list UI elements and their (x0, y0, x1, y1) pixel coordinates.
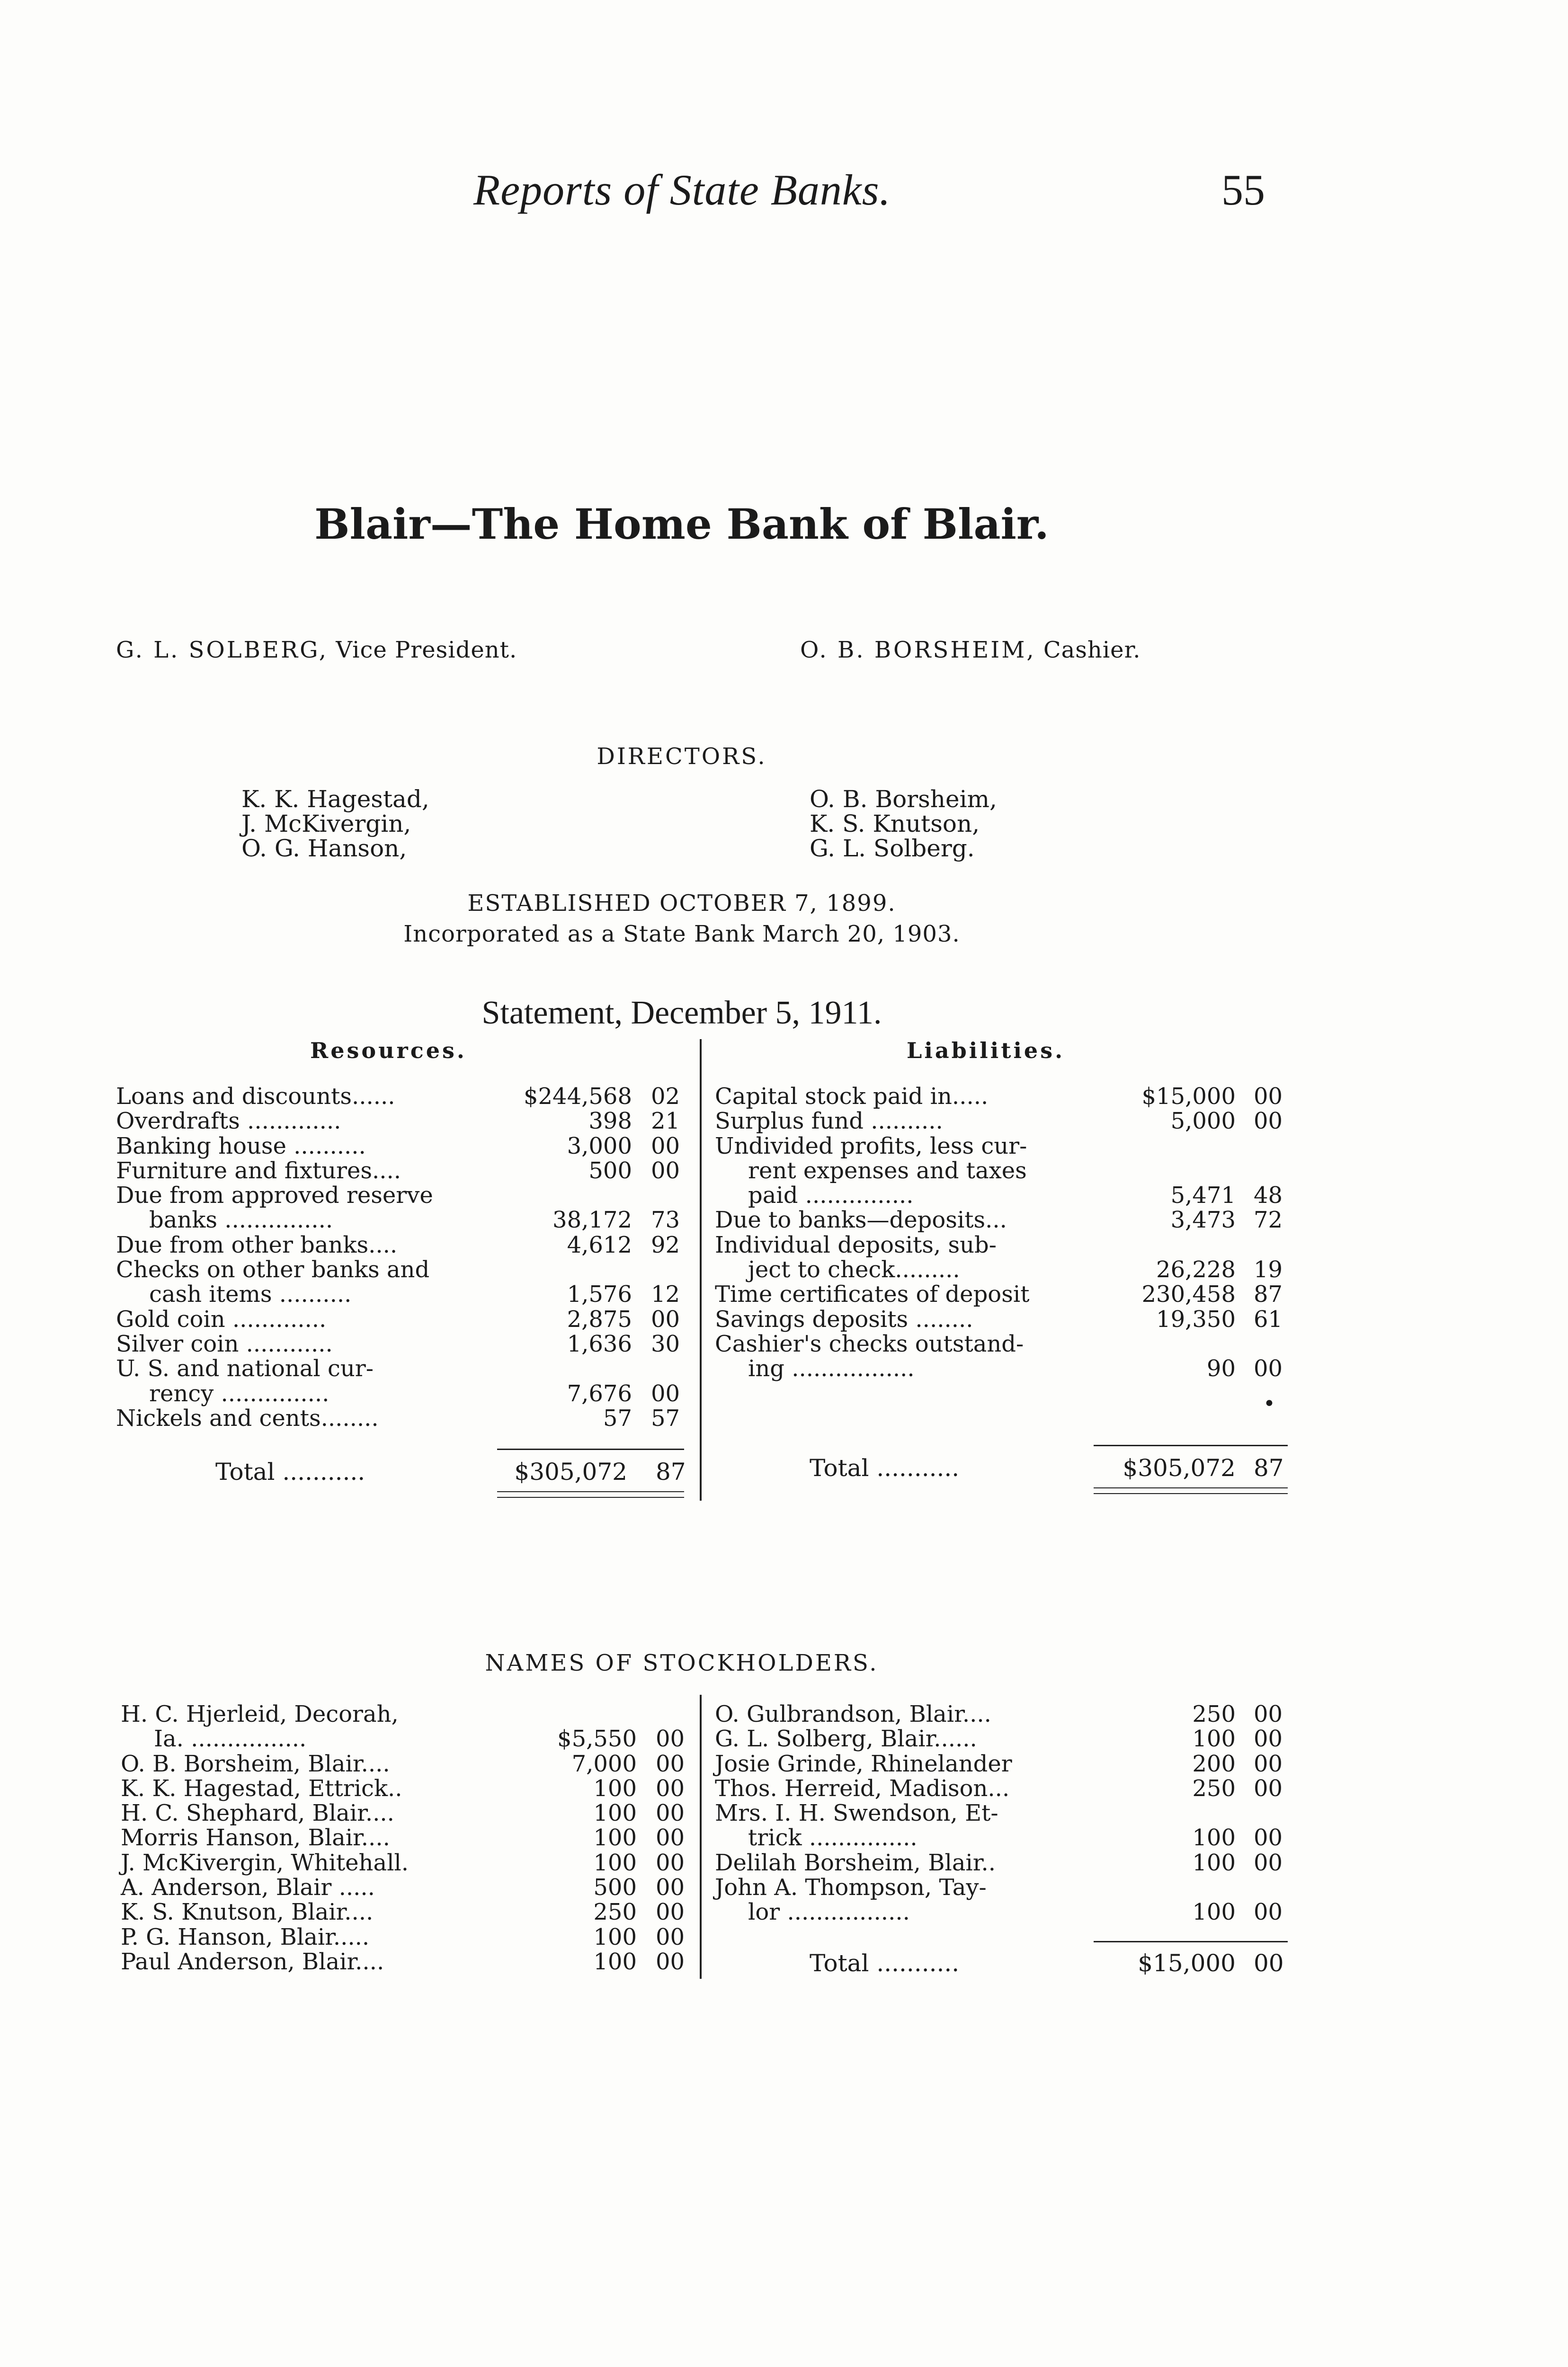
table-row (715, 1307, 1292, 1332)
row-label: H. C. Hjerleid, Decorah, (121, 1701, 399, 1727)
row-label: rency ............... (149, 1380, 330, 1407)
row-cents: 00 (1254, 1726, 1283, 1753)
row-cents: 00 (651, 1306, 680, 1333)
row-cents: 73 (651, 1207, 680, 1234)
row-cents: 00 (656, 1750, 685, 1777)
resources-total-dollars: $305,072 (514, 1458, 627, 1486)
row-dollars: 57 (603, 1405, 632, 1432)
stockholders-total-label: Total ........... (810, 1949, 960, 1977)
table-row (116, 1158, 689, 1183)
vice-president-title: Vice President. (336, 637, 517, 663)
row-dollars: 100 (593, 1824, 637, 1851)
row-dollars: 100 (1192, 1726, 1236, 1753)
table-row (715, 1134, 1292, 1158)
table-row (116, 1356, 689, 1381)
page-number: 55 (1221, 166, 1265, 214)
row-dollars: 250 (1192, 1701, 1236, 1727)
row-cents: 00 (656, 1923, 685, 1950)
statement-title: Statement, December 5, 1911. (481, 995, 882, 1031)
row-label: H. C. Shephard, Blair.... (121, 1800, 394, 1827)
row-label: Gold coin ............. (116, 1306, 327, 1333)
resources-table (116, 1084, 689, 1431)
row-label: Paul Anderson, Blair.... (121, 1948, 384, 1975)
row-dollars: 500 (593, 1874, 637, 1901)
row-label: Capital stock paid in..... (715, 1083, 989, 1110)
table-row (116, 1134, 689, 1158)
table-row (715, 1356, 1292, 1381)
row-label: Nickels and cents........ (116, 1405, 379, 1432)
row-label: banks ............... (149, 1207, 333, 1234)
table-row (116, 1332, 689, 1356)
row-dollars: 100 (1192, 1824, 1236, 1851)
row-label: Mrs. I. H. Swendson, Et- (715, 1800, 998, 1827)
table-row (715, 1109, 1292, 1133)
row-label: Time certificates of deposit (715, 1281, 1030, 1308)
row-dollars: 26,228 (1156, 1256, 1236, 1283)
table-row (715, 1183, 1292, 1208)
row-cents: 00 (1254, 1824, 1283, 1851)
table-row (715, 1825, 1292, 1850)
resources-total-label: Total ........... (215, 1458, 365, 1486)
table-row (121, 1875, 689, 1900)
table-row (121, 1825, 689, 1850)
director-name: K. S. Knutson, (810, 810, 980, 837)
table-row (116, 1257, 689, 1282)
row-cents: 00 (651, 1380, 680, 1407)
established-line: ESTABLISHED OCTOBER 7, 1899. (467, 890, 896, 917)
liabilities-double-rule (1094, 1493, 1288, 1494)
row-dollars: 3,000 (567, 1132, 632, 1159)
row-cents: 00 (656, 1800, 685, 1827)
table-row (121, 1851, 689, 1875)
row-label: ject to check......... (748, 1256, 960, 1283)
table-row (121, 1900, 689, 1924)
row-cents: 00 (1254, 1701, 1283, 1727)
table-row (116, 1109, 689, 1133)
stockholders-column-divider (700, 1695, 702, 1979)
stockholders-total-rule (1094, 1941, 1288, 1942)
row-label: O. Gulbrandson, Blair.... (715, 1701, 991, 1727)
table-row (121, 1752, 689, 1776)
row-cents: 00 (651, 1132, 680, 1159)
row-dollars: 250 (593, 1899, 637, 1926)
row-cents: 00 (656, 1874, 685, 1901)
row-label: P. G. Hanson, Blair..... (121, 1923, 370, 1950)
incorporated-line: Incorporated as a State Bank March 20, 1903. (403, 921, 960, 947)
row-dollars: 3,473 (1170, 1207, 1236, 1234)
row-dollars: 2,875 (567, 1306, 632, 1333)
row-cents: 30 (651, 1330, 680, 1357)
vice-president-name: G. L. SOLBERG, (116, 637, 328, 663)
liabilities-total-cents: 87 (1254, 1454, 1284, 1482)
row-cents: 00 (656, 1948, 685, 1975)
liabilities-total-rule (1094, 1445, 1288, 1446)
resources-double-rule (497, 1497, 684, 1498)
row-label: K. S. Knutson, Blair.... (121, 1899, 374, 1926)
row-cents: 00 (656, 1726, 685, 1753)
row-cents: 57 (651, 1405, 680, 1432)
stockholders-total-dollars: $15,000 (1138, 1949, 1236, 1977)
row-label: Morris Hanson, Blair.... (121, 1824, 390, 1851)
row-label: A. Anderson, Blair ..... (121, 1874, 375, 1901)
row-dollars: 7,676 (567, 1380, 632, 1407)
row-dollars: 1,576 (567, 1281, 632, 1308)
table-row (715, 1851, 1292, 1875)
row-dollars: 7,000 (571, 1750, 637, 1777)
director-name: O. G. Hanson, (241, 835, 407, 862)
table-row (715, 1233, 1292, 1257)
table-row (715, 1332, 1292, 1356)
table-row (121, 1925, 689, 1949)
row-label: Individual deposits, sub- (715, 1231, 997, 1258)
table-row (121, 1702, 689, 1726)
row-cents: 21 (651, 1108, 680, 1135)
row-dollars: 500 (588, 1157, 632, 1184)
row-label: John A. Thompson, Tay- (715, 1874, 987, 1901)
cashier-title: Cashier. (1043, 637, 1141, 663)
row-cents: 19 (1254, 1256, 1283, 1283)
stockholders-left-table (121, 1702, 689, 1974)
row-cents: 87 (1254, 1281, 1283, 1308)
row-label: K. K. Hagestad, Ettrick.. (121, 1775, 402, 1802)
row-label: Due from approved reserve (116, 1182, 433, 1209)
stockholders-heading: NAMES OF STOCKHOLDERS. (485, 1650, 879, 1676)
liabilities-table (715, 1084, 1292, 1381)
table-row (116, 1381, 689, 1406)
row-label: Checks on other banks and (116, 1256, 430, 1283)
row-label: J. McKivergin, Whitehall. (121, 1849, 409, 1876)
row-dollars: 90 (1206, 1355, 1236, 1382)
directors-left-list (241, 787, 429, 861)
row-dollars: 398 (588, 1108, 632, 1135)
row-cents: 61 (1254, 1306, 1283, 1333)
stockholders-right-table (715, 1702, 1292, 1925)
row-dollars: 250 (1192, 1775, 1236, 1802)
row-cents: 72 (1254, 1207, 1283, 1234)
table-row (715, 1726, 1292, 1751)
cashier-name: O. B. BORSHEIM, (800, 637, 1036, 663)
row-label: Due to banks—deposits... (715, 1207, 1007, 1234)
resources-total-cents: 87 (656, 1458, 686, 1486)
row-dollars: 230,458 (1141, 1281, 1236, 1308)
row-label: Ia. ................ (154, 1726, 307, 1753)
row-label: Josie Grinde, Rhinelander (715, 1750, 1012, 1777)
row-label: Silver coin ............ (116, 1330, 333, 1357)
row-dollars: 5,000 (1170, 1108, 1236, 1135)
row-label: lor ................. (748, 1899, 910, 1926)
table-row (715, 1282, 1292, 1307)
table-row (715, 1084, 1292, 1109)
row-cents: 48 (1254, 1182, 1283, 1209)
table-row (116, 1282, 689, 1307)
table-row (121, 1949, 689, 1974)
row-label: cash items .......... (149, 1281, 352, 1308)
row-cents: 00 (1254, 1775, 1283, 1802)
liabilities-heading: Liabilities. (907, 1038, 1065, 1063)
row-cents: 00 (656, 1824, 685, 1851)
table-row (715, 1702, 1292, 1726)
row-cents: 00 (1254, 1108, 1283, 1135)
row-label: Undivided profits, less cur- (715, 1132, 1027, 1159)
row-cents: 00 (656, 1775, 685, 1802)
row-label: Banking house .......... (116, 1132, 366, 1159)
row-cents: 02 (651, 1083, 680, 1110)
stockholders-total-cents: 00 (1254, 1949, 1284, 1977)
resources-total-rule (497, 1449, 684, 1450)
row-cents: 00 (1254, 1899, 1283, 1926)
row-dollars: 100 (593, 1775, 637, 1802)
row-label: Furniture and fixtures.... (116, 1157, 401, 1184)
director-name: O. B. Borsheim, (810, 785, 997, 813)
directors-right-list (810, 787, 997, 861)
row-dollars: 100 (593, 1800, 637, 1827)
running-title: Reports of State Banks. (473, 166, 891, 214)
row-label: trick ............... (748, 1824, 918, 1851)
table-row (715, 1158, 1292, 1183)
director-name: K. K. Hagestad, (241, 785, 429, 813)
row-dollars: 4,612 (567, 1231, 632, 1258)
table-row (116, 1406, 689, 1431)
row-dollars: 100 (593, 1948, 637, 1975)
row-label: Loans and discounts...... (116, 1083, 395, 1110)
row-dollars: 38,172 (552, 1207, 632, 1234)
row-label: ing ................. (748, 1355, 915, 1382)
row-label: O. B. Borsheim, Blair.... (121, 1750, 390, 1777)
resources-double-rule (497, 1491, 684, 1492)
row-dollars: 100 (1192, 1899, 1236, 1926)
row-label: rent expenses and taxes (748, 1157, 1027, 1184)
table-row (121, 1726, 689, 1751)
row-dollars: 1,636 (567, 1330, 632, 1357)
bank-title: Blair—The Home Bank of Blair. (314, 499, 1049, 549)
row-label: U. S. and national cur- (116, 1355, 374, 1382)
row-dollars: 100 (593, 1923, 637, 1950)
liabilities-double-rule (1094, 1487, 1288, 1488)
row-cents: 00 (1254, 1849, 1283, 1876)
liabilities-total-label: Total ........... (810, 1454, 960, 1482)
row-cents: 92 (651, 1231, 680, 1258)
table-row (715, 1257, 1292, 1282)
table-row (715, 1875, 1292, 1900)
row-cents: 00 (1254, 1750, 1283, 1777)
row-dollars: 100 (593, 1849, 637, 1876)
liabilities-total-dollars: $305,072 (1123, 1454, 1236, 1482)
table-row (121, 1801, 689, 1825)
row-label: paid ............... (748, 1182, 914, 1209)
row-cents: 00 (1254, 1355, 1283, 1382)
row-cents: 00 (651, 1157, 680, 1184)
row-label: G. L. Solberg, Blair...... (715, 1726, 977, 1753)
table-row (116, 1208, 689, 1232)
row-cents: 00 (656, 1849, 685, 1876)
row-dollars: 5,471 (1170, 1182, 1236, 1209)
statement-column-divider (700, 1039, 702, 1501)
stray-dot: • (1263, 1392, 1275, 1416)
cashier (800, 637, 1141, 663)
table-row (121, 1776, 689, 1801)
director-name: J. McKivergin, (241, 810, 411, 837)
row-label: Thos. Herreid, Madison... (715, 1775, 1010, 1802)
table-row (116, 1183, 689, 1208)
table-row (715, 1801, 1292, 1825)
row-dollars: $5,550 (557, 1726, 637, 1753)
row-label: Surplus fund .......... (715, 1108, 943, 1135)
row-label: Cashier's checks outstand- (715, 1330, 1024, 1357)
vice-president (116, 637, 517, 663)
resources-heading: Resources. (310, 1038, 467, 1063)
row-dollars: 200 (1192, 1750, 1236, 1777)
table-row (715, 1752, 1292, 1776)
table-row (116, 1233, 689, 1257)
directors-heading: DIRECTORS. (597, 743, 767, 770)
table-row (116, 1307, 689, 1332)
row-label: Savings deposits ........ (715, 1306, 973, 1333)
row-dollars: $15,000 (1141, 1083, 1236, 1110)
table-row (715, 1776, 1292, 1801)
table-row (116, 1084, 689, 1109)
row-dollars: 100 (1192, 1849, 1236, 1876)
director-name: G. L. Solberg. (810, 835, 975, 862)
row-label: Due from other banks.... (116, 1231, 398, 1258)
row-cents: 12 (651, 1281, 680, 1308)
row-cents: 00 (1254, 1083, 1283, 1110)
row-dollars: 19,350 (1156, 1306, 1236, 1333)
row-label: Delilah Borsheim, Blair.. (715, 1849, 996, 1876)
table-row (715, 1900, 1292, 1924)
row-cents: 00 (656, 1899, 685, 1926)
table-row (715, 1208, 1292, 1232)
row-dollars: $244,568 (523, 1083, 632, 1110)
row-label: Overdrafts ............. (116, 1108, 341, 1135)
